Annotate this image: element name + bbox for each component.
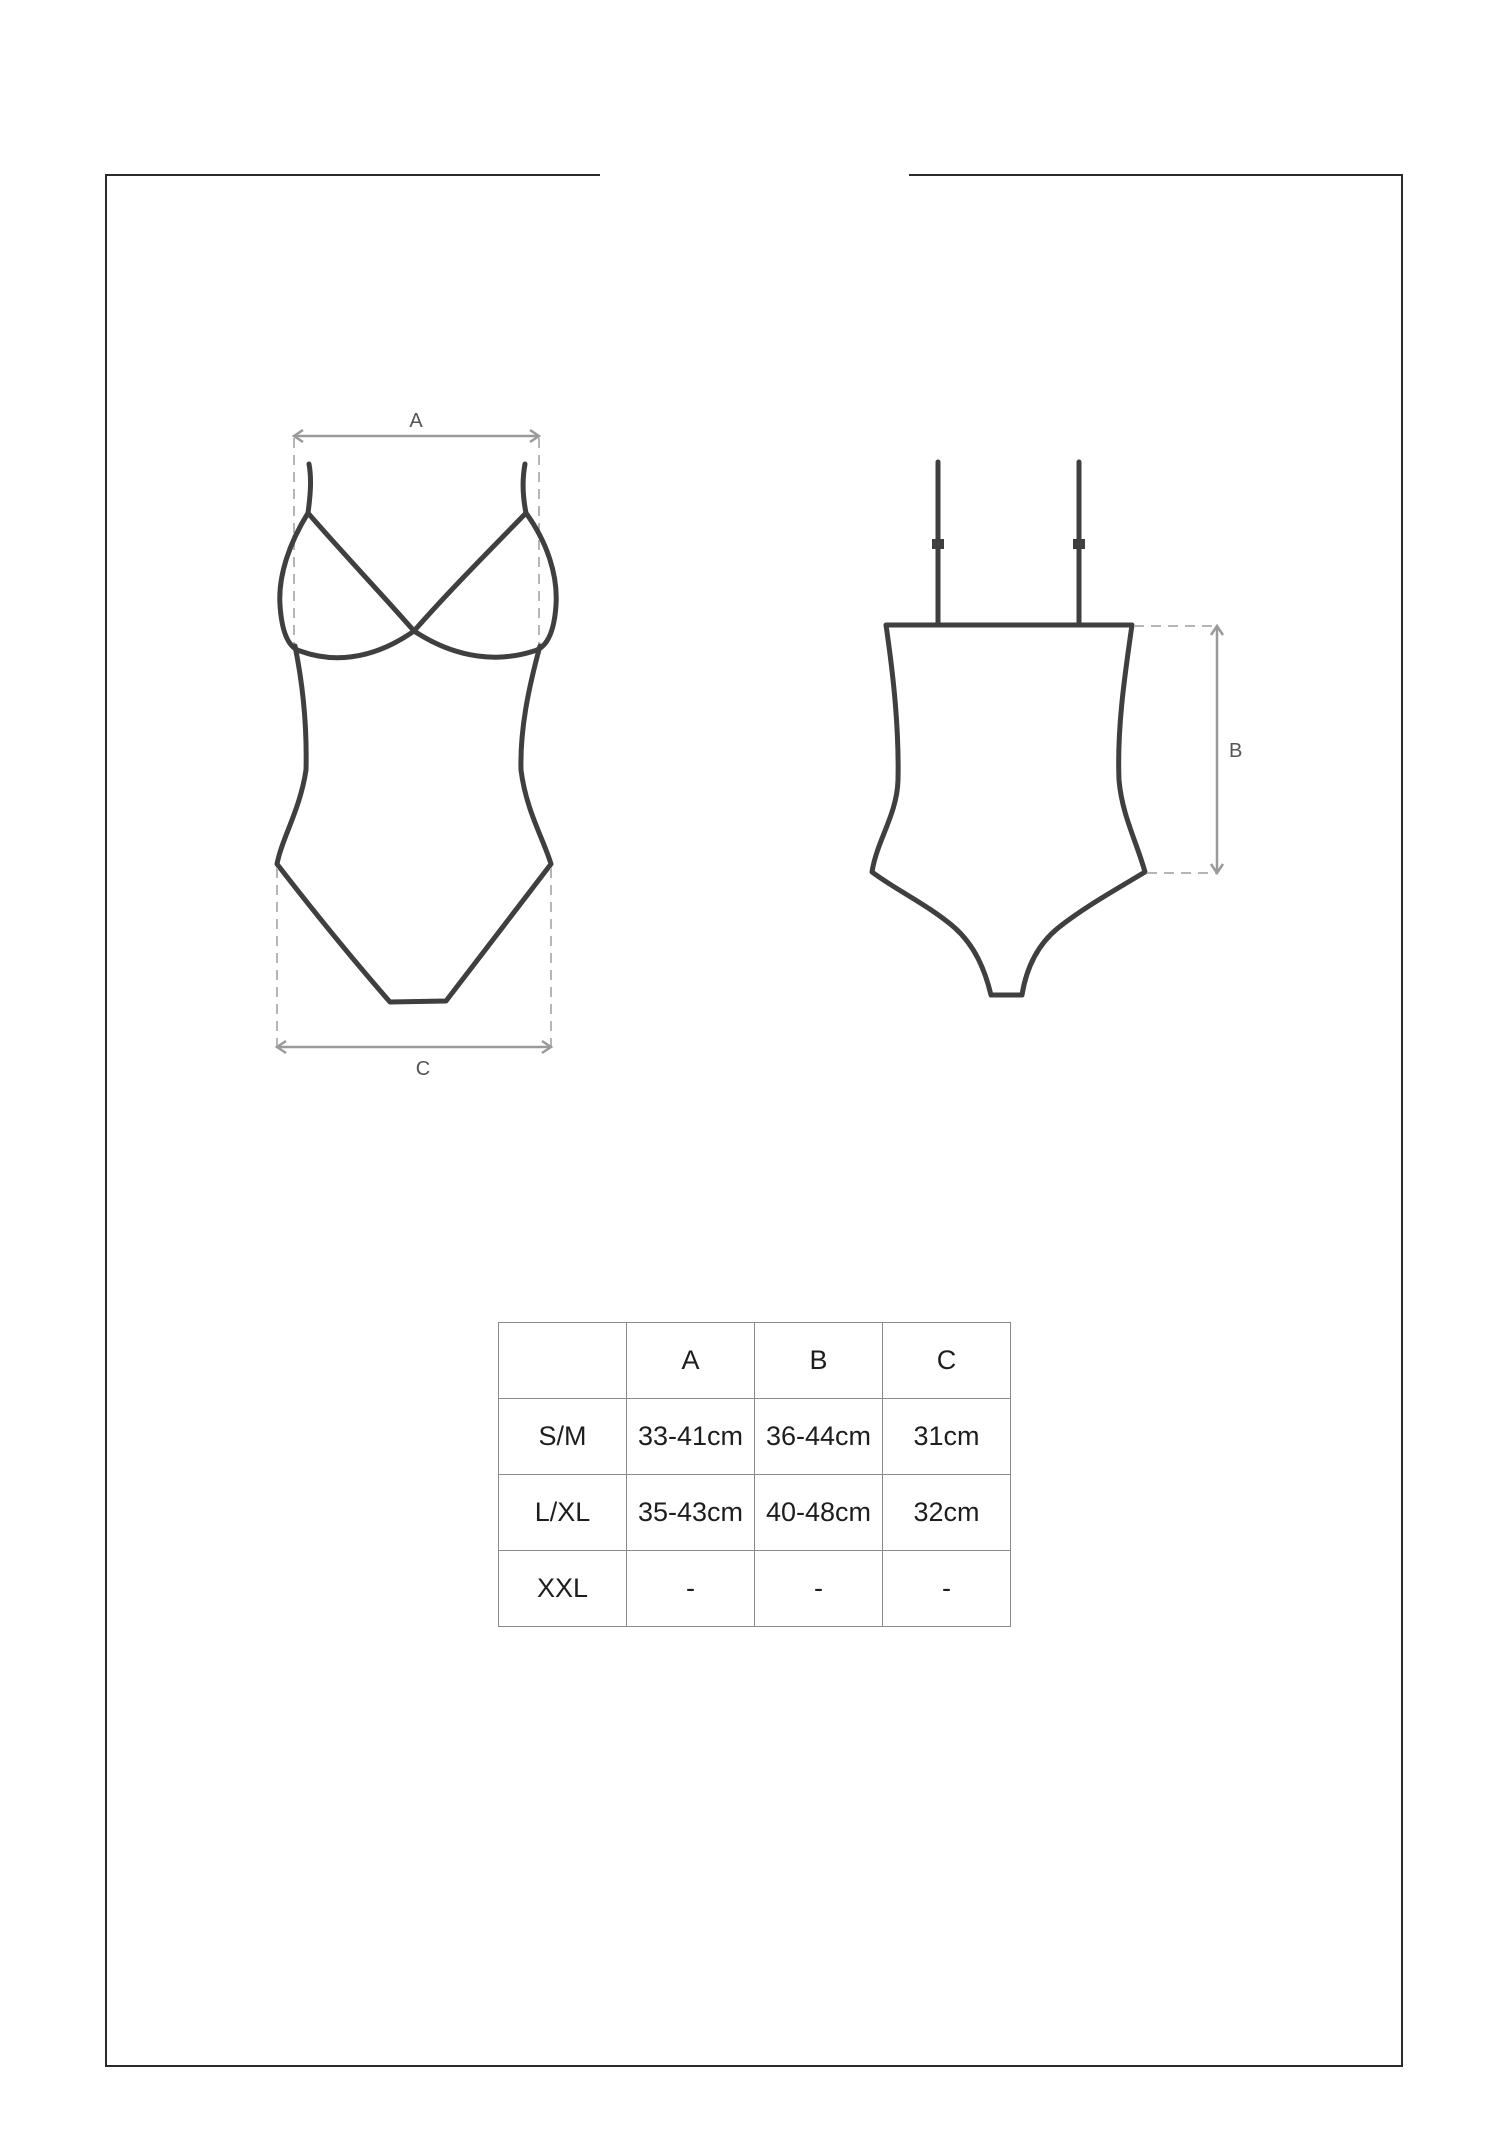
- table-cell: -: [627, 1551, 755, 1627]
- table-cell: 33-41cm: [627, 1399, 755, 1475]
- back-strap-slider-left: [932, 539, 944, 549]
- dimension-b-label: B: [1229, 740, 1243, 762]
- front-strap-left: [308, 464, 311, 513]
- table-header-row: [499, 1323, 1011, 1399]
- front-strap-right: [523, 464, 526, 513]
- table-row: [499, 1399, 1011, 1475]
- front-body-outline: [277, 646, 551, 1002]
- table-cell: -: [755, 1551, 883, 1627]
- table-cell-size: L/XL: [499, 1475, 627, 1551]
- back-view-diagram: [872, 462, 1242, 995]
- table-header-cell: [499, 1323, 627, 1399]
- table-row: [499, 1475, 1011, 1551]
- dimension-a-label: A: [409, 410, 423, 432]
- table-cell: 36-44cm: [755, 1399, 883, 1475]
- size-table: [498, 1322, 1011, 1627]
- front-view-diagram: [277, 410, 556, 1080]
- table-header-cell: A: [627, 1323, 755, 1399]
- table-cell-size: XXL: [499, 1551, 627, 1627]
- table-header-cell: B: [755, 1323, 883, 1399]
- table-row: [499, 1551, 1011, 1627]
- table-cell: -: [883, 1551, 1011, 1627]
- table-cell: 35-43cm: [627, 1475, 755, 1551]
- table-cell: 40-48cm: [755, 1475, 883, 1551]
- frame-border: [106, 175, 1402, 2066]
- table-cell: 31cm: [883, 1399, 1011, 1475]
- table-cell: 32cm: [883, 1475, 1011, 1551]
- dimension-c-label: C: [415, 1058, 431, 1080]
- back-body-outline: [872, 625, 1145, 995]
- table-header-cell: C: [883, 1323, 1011, 1399]
- front-cup-right: [414, 513, 556, 657]
- table-cell-size: S/M: [499, 1399, 627, 1475]
- back-strap-slider-right: [1073, 539, 1085, 549]
- front-cup-left: [280, 513, 414, 658]
